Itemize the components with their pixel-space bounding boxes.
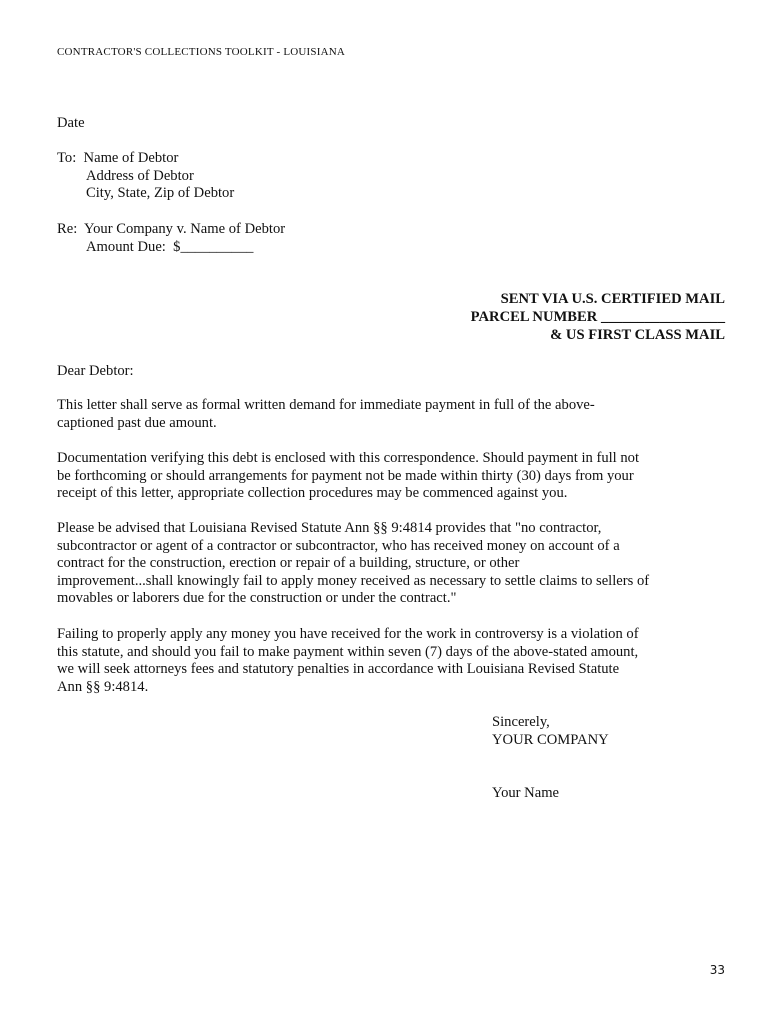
paragraph-line: This letter shall serve as formal written demand for immediate payment in full of the above- bbox=[57, 397, 595, 413]
paragraph-line: captioned past due amount. bbox=[57, 414, 217, 431]
paragraph-line: Documentation verifying this debt is enclosed with this correspondence. Should payment in full not bbox=[57, 450, 640, 466]
paragraph-line: improvement...shall knowingly fail to apply money received as necessary to settle claims to sellers of bbox=[57, 572, 650, 589]
amount-due: Amount Due: $__________ bbox=[86, 238, 254, 255]
company-signature: YOUR COMPANY bbox=[492, 731, 609, 748]
paragraph-line: be forthcoming or should arrangements for payment not be made within thirty (30) days from your bbox=[57, 467, 634, 484]
paragraph-line: subcontractor or agent of a contractor or subcontractor, who has received money on account of a bbox=[57, 537, 620, 554]
signer-block bbox=[492, 785, 559, 803]
re-prefix: Re: bbox=[57, 221, 78, 237]
to-prefix: To: bbox=[57, 150, 77, 166]
debtor-name: Name of Debtor bbox=[83, 150, 179, 166]
document-header: CONTRACTOR'S COLLECTIONS TOOLKIT - LOUISIANA bbox=[57, 46, 346, 58]
paragraph-line: movables or laborers due for the construction or under the contract." bbox=[57, 590, 457, 606]
recipient-block bbox=[57, 150, 725, 203]
paragraph-line: Ann §§ 9:4814. bbox=[57, 678, 149, 695]
signer-name: Your Name bbox=[492, 785, 560, 801]
paragraph-line: Failing to properly apply any money you have received for the work in controversy is a violation of bbox=[57, 626, 639, 642]
paragraph-penalties bbox=[57, 626, 729, 696]
salutation-text: Dear Debtor: bbox=[57, 363, 134, 379]
paragraph-line: this statute, and should you fail to make payment within seven (7) days of the above-stated amount, bbox=[57, 643, 639, 660]
paragraph-line: Please be advised that Louisiana Revised Statute Ann §§ 9:4814 provides that "no contractor, bbox=[57, 520, 602, 536]
recipient-name-line bbox=[57, 150, 725, 168]
subject-block bbox=[57, 221, 725, 256]
subject-line bbox=[57, 221, 725, 239]
closing-block bbox=[492, 714, 609, 749]
paragraph-line: we will seek attorneys fees and statutory penalties in accordance with Louisiana Revised Statute bbox=[57, 661, 620, 677]
debtor-city: City, State, Zip of Debtor bbox=[86, 185, 235, 202]
parcel-number-line: PARCEL NUMBER _________________ bbox=[470, 309, 725, 325]
debtor-address: Address of Debtor bbox=[86, 167, 194, 184]
paragraph-line: contract for the construction, erection or repair of a building, structure, or other bbox=[57, 555, 520, 571]
sincerely-text: Sincerely, bbox=[492, 714, 550, 730]
paragraph-line: receipt of this letter, appropriate collection procedures may be commenced against you. bbox=[57, 485, 568, 501]
paragraph-statute bbox=[57, 520, 729, 608]
page-number: 33 bbox=[709, 963, 725, 977]
certified-mail-line: SENT VIA U.S. CERTIFIED MAIL bbox=[500, 291, 725, 307]
paragraph-demand bbox=[57, 397, 729, 432]
mailing-method-block bbox=[471, 290, 725, 344]
case-subject: Your Company v. Name of Debtor bbox=[84, 221, 286, 237]
first-class-mail-line: & US FIRST CLASS MAIL bbox=[550, 327, 725, 343]
date-line bbox=[57, 115, 725, 133]
salutation bbox=[57, 363, 725, 381]
date-label: Date bbox=[57, 115, 85, 131]
paragraph-documentation bbox=[57, 450, 729, 503]
